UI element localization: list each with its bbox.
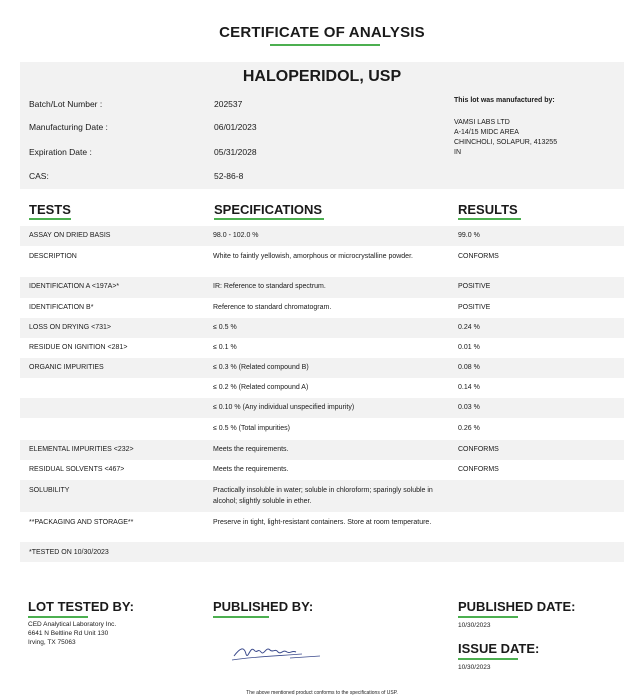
test-name: LOSS ON DRYING <731> — [29, 324, 111, 331]
test-specification: ≤ 0.5 % (Total impurities) — [213, 425, 290, 432]
test-result: 0.24 % — [458, 324, 480, 331]
published-by-underline — [213, 616, 269, 618]
manufacturer-line: A-14/15 MIDC AREA — [454, 129, 519, 136]
table-row — [20, 378, 624, 398]
published-by-heading: PUBLISHED BY: — [213, 599, 314, 614]
manufacturing-date-label: Manufacturing Date : — [29, 122, 108, 132]
test-name: RESIDUAL SOLVENTS <467> — [29, 466, 125, 473]
tests-column-underline — [29, 218, 71, 220]
test-name: RESIDUE ON IGNITION <281> — [29, 344, 128, 351]
test-specification: 98.0 - 102.0 % — [213, 232, 259, 239]
table-row — [20, 318, 624, 338]
test-result: 0.01 % — [458, 344, 480, 351]
manufacturing-date-value: 06/01/2023 — [214, 122, 257, 132]
signature-image — [230, 640, 330, 664]
test-result: CONFORMS — [458, 446, 499, 453]
table-row — [20, 542, 624, 562]
table-row — [20, 440, 624, 460]
test-result: CONFORMS — [458, 253, 499, 260]
results-column-underline — [458, 218, 521, 220]
test-specification: Meets the requirements. — [213, 466, 289, 473]
test-specification: ≤ 0.5 % — [213, 324, 237, 331]
test-specification: ≤ 0.3 % (Related compound B) — [213, 364, 309, 371]
lab-address-line: Irving, TX 75063 — [28, 639, 76, 646]
table-row — [20, 277, 624, 298]
test-specification: IR: Reference to standard spectrum. — [213, 283, 326, 290]
test-result: 0.14 % — [458, 384, 480, 391]
test-name: ASSAY ON DRIED BASIS — [29, 232, 111, 239]
test-specification: Practically insoluble in water; soluble in chloroform; sparingly soluble in alcohol; slightly soluble in ether. — [213, 487, 433, 505]
test-name: IDENTIFICATION B* — [29, 304, 94, 311]
test-result: CONFORMS — [458, 466, 499, 473]
test-result: 99.0 % — [458, 232, 480, 239]
cas-label: CAS: — [29, 171, 49, 181]
lab-address-line: CED Analytical Laboratory Inc. — [28, 621, 117, 628]
test-name: ORGANIC IMPURITIES — [29, 364, 104, 371]
batch-value: 202537 — [214, 99, 243, 109]
test-name: IDENTIFICATION A <197A>* — [29, 283, 120, 290]
manufacturer-line: IN — [454, 149, 461, 156]
table-row — [20, 358, 624, 378]
lot-tested-by-underline — [28, 616, 88, 618]
test-specification: Reference to standard chromatogram. — [213, 304, 332, 311]
table-row — [20, 398, 624, 418]
cas-value: 52-86-8 — [214, 171, 244, 181]
issue-date-heading: ISSUE DATE: — [458, 641, 540, 656]
test-specification: ≤ 0.2 % (Related compound A) — [213, 384, 309, 391]
manufacturer-heading: This lot was manufactured by: — [454, 97, 555, 104]
table-row — [20, 298, 624, 318]
published-date-value: 10/30/2023 — [458, 622, 491, 629]
test-result: 0.03 % — [458, 404, 480, 411]
manufacturer-line: VAMSI LABS LTD — [454, 119, 510, 126]
table-row — [20, 418, 624, 440]
table-row — [20, 460, 624, 480]
test-name: **PACKAGING AND STORAGE** — [29, 519, 134, 526]
published-date-underline — [458, 616, 518, 618]
product-name: HALOPERIDOL, USP — [242, 68, 402, 85]
expiration-date-label: Expiration Date : — [29, 147, 92, 157]
test-name: *TESTED ON 10/30/2023 — [29, 549, 109, 556]
test-specification: ≤ 0.10 % (Any individual unspecified impurity) — [213, 404, 355, 411]
specifications-column-header: SPECIFICATIONS — [214, 202, 323, 217]
published-date-heading: PUBLISHED DATE: — [458, 599, 576, 614]
lot-tested-by-heading: LOT TESTED BY: — [28, 599, 134, 614]
table-row — [20, 226, 624, 246]
test-result: 0.08 % — [458, 364, 480, 371]
test-specification: White to faintly yellowish, amorphous or microcrystalline powder. — [213, 253, 413, 260]
lab-address-line: 6641 N Beltline Rd Unit 130 — [28, 630, 109, 637]
test-specification: Meets the requirements. — [213, 446, 289, 453]
conformance-disclaimer: The above mentioned product conforms to the specifications of USP. — [246, 690, 398, 696]
table-row — [20, 480, 624, 512]
table-row — [20, 338, 624, 358]
table-row — [20, 246, 624, 277]
specifications-column-underline — [214, 218, 324, 220]
test-name: DESCRIPTION — [29, 253, 77, 260]
batch-label: Batch/Lot Number : — [29, 99, 103, 109]
header-box — [20, 62, 624, 189]
issue-date-underline — [458, 658, 518, 660]
table-row — [20, 512, 624, 542]
manufacturer-line: CHINCHOLI, SOLAPUR, 413255 — [454, 139, 558, 146]
title-underline — [270, 44, 380, 46]
test-specification: ≤ 0.1 % — [213, 344, 237, 351]
issue-date-value: 10/30/2023 — [458, 664, 491, 671]
test-result: POSITIVE — [458, 304, 491, 311]
test-name: ELEMENTAL IMPURITIES <232> — [29, 446, 134, 453]
test-name: SOLUBILITY — [29, 487, 70, 494]
test-result: 0.26 % — [458, 425, 480, 432]
test-specification: Preserve in tight, light-resistant containers. Store at room temperature. — [213, 519, 432, 526]
tests-column-header: TESTS — [29, 202, 71, 217]
document-title: CERTIFICATE OF ANALYSIS — [219, 24, 425, 41]
test-result: POSITIVE — [458, 283, 491, 290]
expiration-date-value: 05/31/2028 — [214, 147, 257, 157]
results-column-header: RESULTS — [458, 202, 518, 217]
